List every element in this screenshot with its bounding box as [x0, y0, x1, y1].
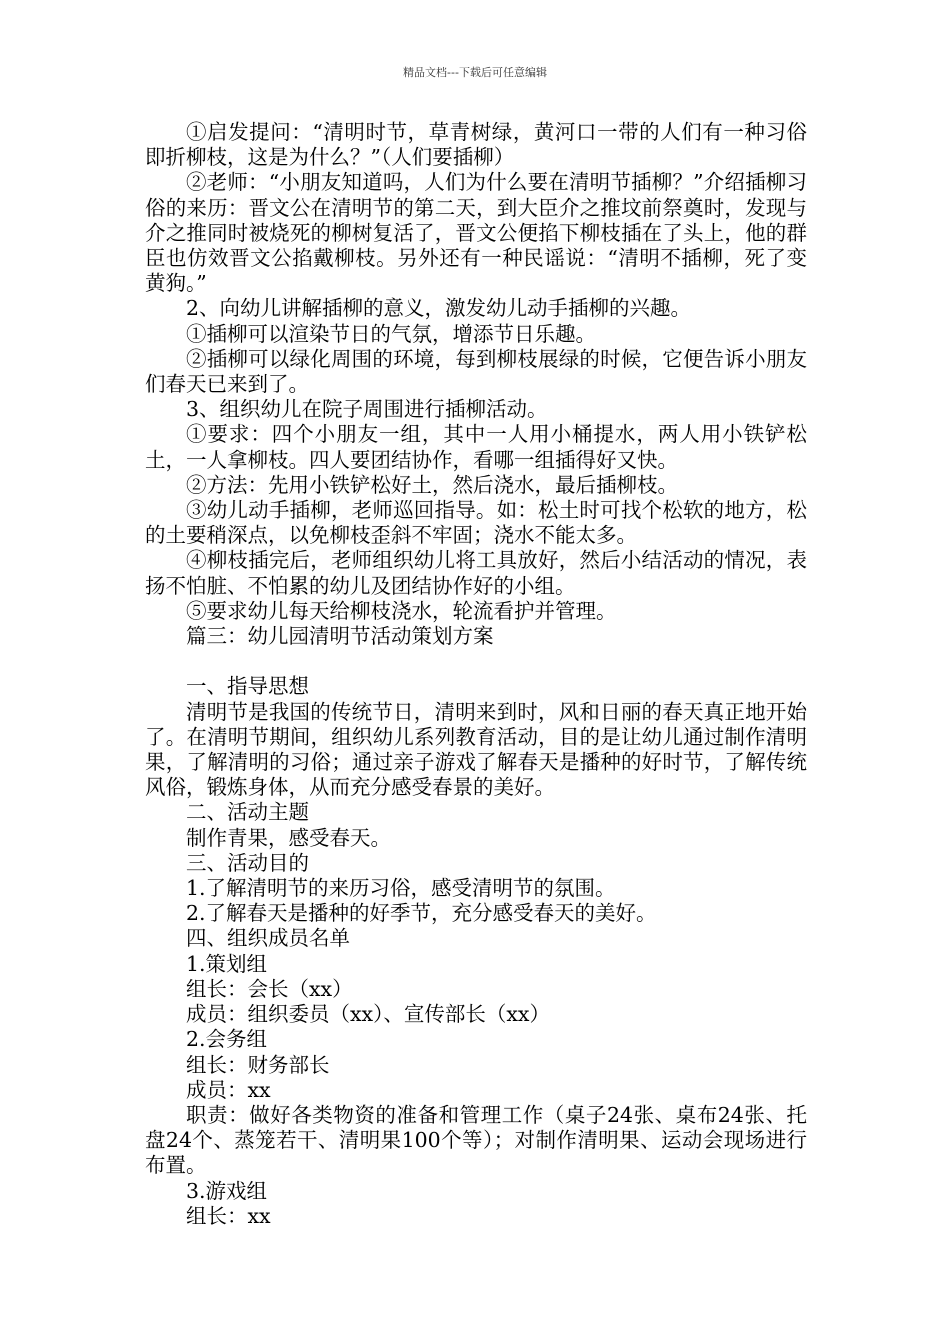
- blank-line: [145, 649, 807, 674]
- paragraph: 组长：会长（xx）: [186, 976, 353, 1001]
- paragraph: 3、组织幼儿在院子周围进行插柳活动。: [186, 397, 548, 422]
- page-header: 精品文档---下载后可任意编辑: [403, 66, 547, 79]
- section-title: 篇三：幼儿园清明节活动策划方案: [186, 624, 494, 649]
- paragraph: 2.了解春天是播种的好季节，充分感受春天的美好。: [186, 901, 657, 926]
- heading: 二、活动主题: [186, 800, 309, 825]
- paragraph: 职责：做好各类物资的准备和管理工作（桌子24张、桌布24张、托盘24个、蒸笼若干、清明果100个等）；对制作清明果、运动会现场进行布置。: [145, 1102, 807, 1178]
- paragraph: 2.会务组: [186, 1027, 268, 1052]
- document-body: [145, 120, 807, 1229]
- paragraph: ④柳枝插完后，老师组织幼儿将工具放好，然后小结活动的情况，表扬不怕脏、不怕累的幼儿及团结协作好的小组。: [145, 548, 807, 598]
- paragraph: ②方法：先用小铁铲松好土，然后浇水，最后插柳枝。: [186, 472, 678, 497]
- paragraph: 组长：财务部长: [186, 1052, 330, 1077]
- paragraph: 组长：xx: [186, 1203, 271, 1228]
- paragraph: ①启发提问：“清明时节，草青树绿，黄河口一带的人们有一种习俗即折柳枝，这是为什么？”（人们要插柳）: [145, 120, 807, 170]
- paragraph: 成员：组织委员（xx）、宣传部长（xx）: [186, 1002, 550, 1027]
- heading: 一、指导思想: [186, 674, 309, 699]
- paragraph: ③幼儿动手插柳，老师巡回指导。如：松土时可找个松软的地方，松的土要稍深点，以免柳枝歪斜不牢固；浇水不能太多。: [145, 498, 807, 548]
- paragraph: ①插柳可以渲染节日的气氛，增添节日乐趣。: [186, 321, 596, 346]
- paragraph: 成员：xx: [186, 1077, 271, 1102]
- paragraph: 制作青果，感受春天。: [186, 825, 391, 850]
- paragraph: 3.游戏组: [186, 1178, 268, 1203]
- paragraph: ②插柳可以绿化周围的环境，每到柳枝展绿的时候，它便告诉小朋友们春天已来到了。: [145, 346, 807, 397]
- paragraph: 1.策划组: [186, 951, 268, 976]
- paragraph: ⑤要求幼儿每天给柳枝浇水，轮流看护并管理。: [186, 598, 617, 623]
- heading: 四、组织成员名单: [186, 926, 350, 951]
- heading: 三、活动目的: [186, 850, 309, 875]
- paragraph: 1.了解清明节的来历习俗，感受清明节的氛围。: [186, 876, 616, 901]
- paragraph: 2、向幼儿讲解插柳的意义，激发幼儿动手插柳的兴趣。: [186, 296, 692, 321]
- paragraph: 清明节是我国的传统节日，清明来到时，风和日丽的春天真正地开始了。在清明节期间，组织幼儿系列教育活动，目的是让幼儿通过制作清明果，了解清明的习俗；通过亲子游戏了解春天是播种的好时节，了解传统风俗，锻炼身体，从而充分感受春景的美好。: [145, 699, 807, 800]
- paragraph: ②老师：“小朋友知道吗，人们为什么要在清明节插柳？”介绍插柳习俗的来历：晋文公在清明节的第二天，到大臣介之推坟前祭奠时，发现与介之推同时被烧死的柳树复活了，晋文公便掐下柳枝插在了头上，他的群臣也仿效晋文公掐戴柳枝。另外还有一种民谣说：“清明不插柳，死了变黄狗。”: [145, 170, 807, 296]
- paragraph: ①要求：四个小朋友一组，其中一人用小桶提水，两人用小铁铲松土，一人拿柳枝。四人要团结协作，看哪一组插得好又快。: [145, 422, 807, 472]
